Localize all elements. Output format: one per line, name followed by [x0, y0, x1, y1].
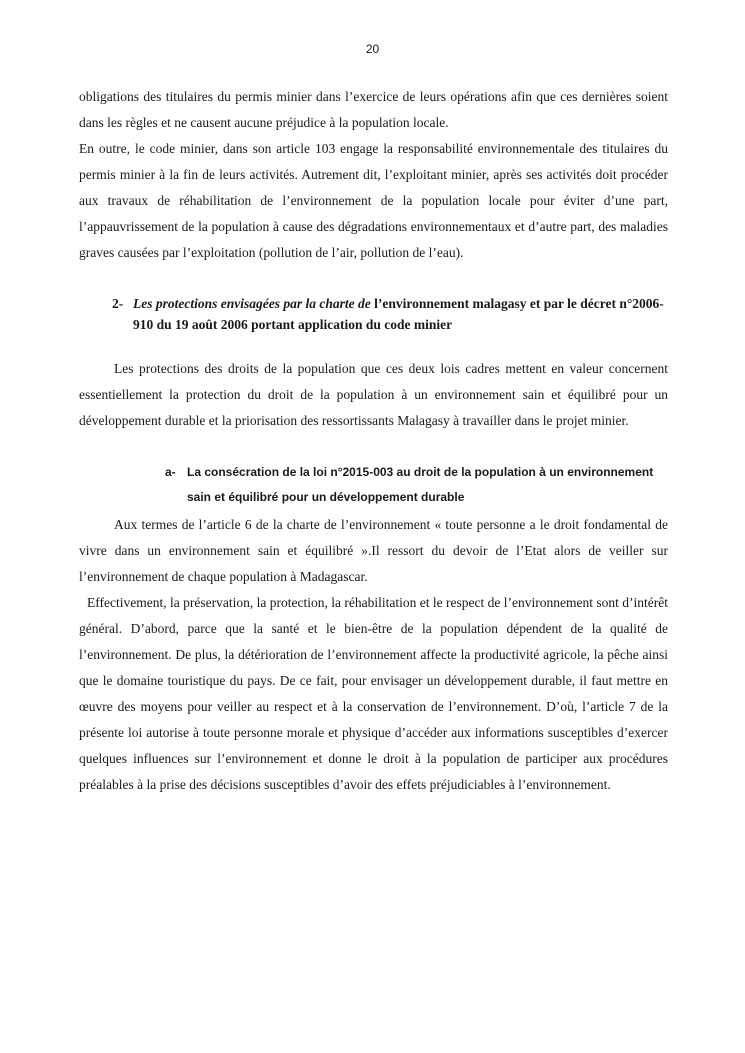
heading-level-a — [165, 460, 668, 510]
heading-level2-italic-part: Les protections envisagées par la charte de — [133, 296, 375, 311]
page-content — [79, 84, 668, 798]
heading-level2 — [112, 293, 668, 335]
heading-level2-text — [133, 293, 668, 335]
paragraph-effectivement: Effectivement, la préservation, la protection, la réhabilitation et le respect de l’environnement sont d’intérêt général. D’abord, parce que la santé et le bien-être de la population dépendent de la qualité de l’environnement. De plus, la détérioration de l’environnement affecte la productivité agricole, la pêche ainsi que le domaine touristique du pays. De ce fait, pour envisager un développement durable, il faut mettre en œuvre des moyens pour veiller au respect et à la conservation de l’environnement. D’où, l’article 7 de la présente loi autorise à toute personne morale et physique d’accéder aux informations susceptibles d’exercer quelques influences sur l’environnement et donne le droit à la population de participer aux procédures préalables à la prise des décisions susceptibles d’avoir des effets préjudiciables à l’environnement. — [79, 595, 668, 792]
page-number: 20 — [365, 42, 380, 56]
heading-a-text: La consécration de la loi n°2015-003 au droit de la population à un environnement sain et équilibré pour un développement durable — [187, 465, 654, 504]
paragraph-en-outre: En outre, le code minier, dans son article 103 engage la responsabilité environnementale des titulaires du permis minier à la fin de leurs activités. Autrement dit, l’exploitant minier, après ses activités doit procéder aux travaux de réhabilitation de l’environnement de la population locale pour éviter d’une part, l’appauvrissement de la population à cause des dégradations environnementaux et d’autre part, des maladies graves causées par l’exploitation (pollution de l’air, pollution de l’eau). — [79, 141, 668, 260]
paragraph-aux-termes: Aux termes de l’article 6 de la charte de l’environnement « toute personne a le droit fondamental de vivre dans un environnement sain et équilibré ».Il ressort du devoir de l’Etat alors de veiller sur l’environnement de chaque population à Madagascar. — [79, 517, 668, 584]
heading-level2-number: 2- — [112, 296, 124, 311]
heading-level2-bold-part: l’environnement malagasy et par le décret n°2006-910 du 19 août 2006 portant application du code minier — [133, 296, 664, 332]
paragraph-les-protections: Les protections des droits de la population que ces deux lois cadres mettent en valeur concernent essentiellement la protection du droit de la population à un environnement sain et équilibré pour un développement durable et la priorisation des ressortissants Malagasy à travailler dans le projet minier. — [79, 361, 668, 428]
paragraph-continuation: obligations des titulaires du permis minier dans l’exercice de leurs opérations afin que ces dernières soient dans les règles et ne causent aucune préjudice à la population locale. — [79, 89, 668, 130]
heading-a-number: a- — [165, 465, 176, 479]
